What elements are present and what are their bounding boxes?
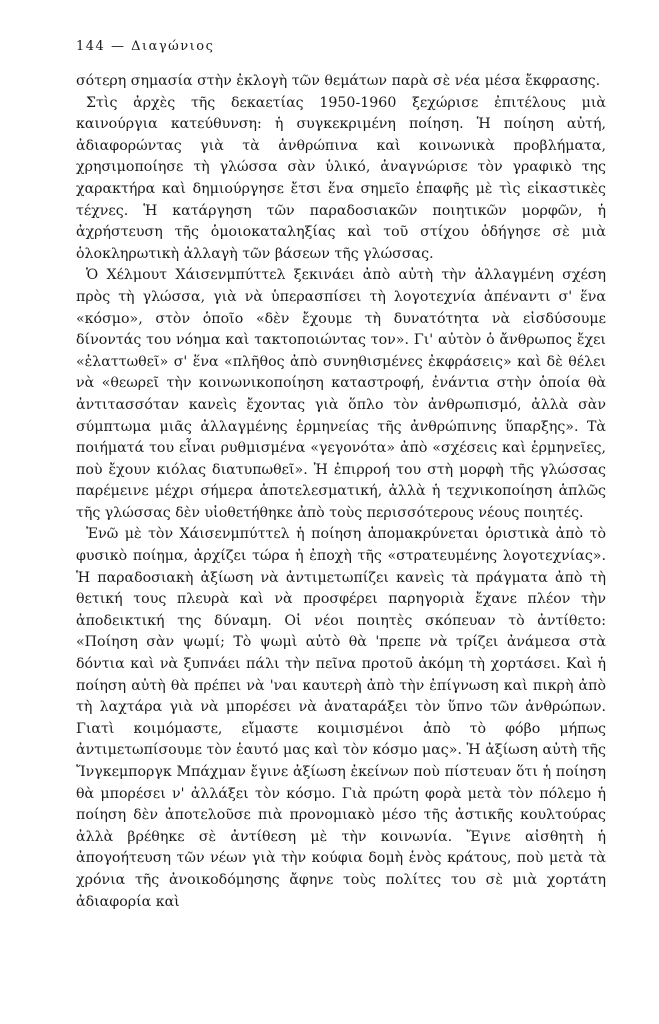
paragraph-continued: σότερη σημασία στὴν ἐκλογὴ τῶν θεμάτων παρὰ σὲ νέα μέσα ἔκφρασης. [76,73,601,89]
running-header [76,38,606,55]
body-text [76,71,606,913]
header-separator: — [110,39,126,54]
paragraph: Ὁ Χέλμουτ Χάισενμπύττελ ξεκινάει ἀπὸ αὐτὴ τὴν ἀλλαγμένη σχέση πρὸς τὴ γλώσσα, γιὰ νὰ ὑπερασπίσει τὴ λογοτεχνία ἀπέναντι σ' ἕνα «κόσμο», στὸν ὁποῖο «δὲν ἔχουμε τὴ δυνατότητα νὰ εἰσδύσουμε δίνοντάς του νόημα καὶ τακτοποιώντας τον». Γι' αὐτὸν ὁ ἄνθρωπος ἔχει «ἐλαττωθεῖ» σ' ἕνα «πλῆθος ἀπὸ συνηθισμένες ἐκφράσεις» καὶ δὲ θέλει νὰ «θεωρεῖ τὴν κοινωνικοποίηση καταστροφή, ἐνάντια στὴν ὁποία θὰ ἀντιτασσόταν κανεὶς ἔχοντας γιὰ ὅπλο τὸν ἀνθρωπισμό, ἀλλὰ σὰν σύμπτωμα μιᾶς ἀλλαγμένης ἑρμηνείας τῆς ἀνθρώπινης ὕπαρξης». Τὰ ποιήματά του εἶναι ρυθμισμένα «γεγονότα» ἀπὸ «σχέσεις καὶ ἑρμηνεῖες, ποὺ ἔχουν κιόλας διατυπωθεῖ». Ἡ ἐπιρροή του στὴ μορφὴ τῆς γλώσσας παρέμεινε μέχρι σήμερα ἀποτελεσματική, ἀλλὰ ἡ τεχνικοποίηση ἁπλῶς τῆς γλώσσας δὲν υἱοθετήθηκε ἀπὸ τοὺς περισσότερους νέους ποιητές. [76,267,606,521]
paragraph: Στὶς ἀρχὲς τῆς δεκαετίας 1950-1960 ξεχώρισε ἐπιτέλους μιὰ καινούργια κατεύθυνση: ἡ συγκεκριμένη ποίηση. Ἡ ποίηση αὐτή, ἀδιαφορώντας γιὰ τὰ ἀνθρώπινα καὶ κοινωνικὰ προβλήματα, χρησιμοποίησε τὴ γλώσσα σὰν ὑλικό, ἀναγνώρισε τὸν γραφικὸ της χαρακτήρα καὶ δημιούργησε ἔτσι ἕνα σημεῖο ἐπαφῆς μὲ τὶς εἰκαστικὲς τέχνες. Ἡ κατάργηση τῶν παραδοσιακῶν ποιητικῶν μορφῶν, ἡ ἀχρήστευση τῆς ὁμοιοκαταληξίας καὶ τοῦ στίχου ὁδήγησε σὲ μιὰ ὁλοκληρωτικὴ ἀλλαγὴ τῶν βάσεων τῆς γλώσσας. [76,94,606,262]
running-title: Διαγώνιος [131,39,215,54]
book-page [76,38,606,913]
paragraph: Ἐνῶ μὲ τὸν Χάισενμπύττελ ἡ ποίηση ἀπομακρύνεται ὁριστικὰ ἀπὸ τὸ φυσικὸ ποίημα, ἀρχίζει τώρα ἡ ἐποχὴ τῆς «στρατευμένης λογοτεχνίας». Ἡ παραδοσιακὴ ἀξίωση νὰ ἀντιμετωπίζει κανεὶς τὰ πράγματα ἀπὸ τὴ θετική τους πλευρὰ καὶ νὰ προσφέρει παρηγοριὰ ἔχανε πλέον τὴν ἀποδεικτική της δύναμη. Οἱ νέοι ποιητὲς σκόπευαν τὸ ἀντίθετο: «Ποίηση σὰν ψωμί; Τὸ ψωμὶ αὐτὸ θὰ 'πρεπε νὰ τρίζει ἀνάμεσα στὰ δόντια καὶ νὰ ξυπνάει πάλι τὴν πεῖνα προτοῦ ἀκόμη τὴ χορτάσει. Καὶ ἡ ποίηση αὐτὴ θὰ πρέπει νὰ 'ναι καυτερὴ ἀπὸ τὴν ἐπίγνωση καὶ πικρὴ ἀπὸ τὴ λαχτάρα γιὰ νὰ μπορέσει νὰ ἀναταράξει τὸν ὕπνο τῶν ἀνθρώπων. Γιατὶ κοιμόμαστε, εἴμαστε κοιμισμένοι ἀπὸ τὸ φόβο μήπως ἀντιμετωπίσουμε τὸν ἑαυτό μας καὶ τὸν κόσμο μας». Ἡ ἀξίωση αὐτὴ τῆς Ἴνγκεμποργκ Μπάχμαν ἔγινε ἀξίωση ἐκείνων ποὺ πίστευαν ὅτι ἡ ποίηση θὰ μπορέσει ν' ἀλλάξει τὸν κόσμο. Γιὰ πρώτη φορὰ μετὰ τὸν πόλεμο ἡ ποίηση δὲν ἀποτελοῦσε πιὰ προνομιακὸ μέσο τῆς ἀστικῆς κουλτούρας ἀλλὰ βρέθηκε σὲ ἀντίθεση μὲ τὴν κοινωνία. Ἔγινε αἰσθητὴ ἡ ἀπογοήτευση τῶν νέων γιὰ τὴν κούφια δομὴ ἑνὸς κράτους, ποὺ μετὰ τὰ χρόνια τῆς ἀνοικοδόμησης ἄφηνε τοὺς πολίτες του σὲ μιὰ χορτάτη ἀδιαφορία καὶ [76,526,606,910]
page-number: 144 [76,39,106,54]
